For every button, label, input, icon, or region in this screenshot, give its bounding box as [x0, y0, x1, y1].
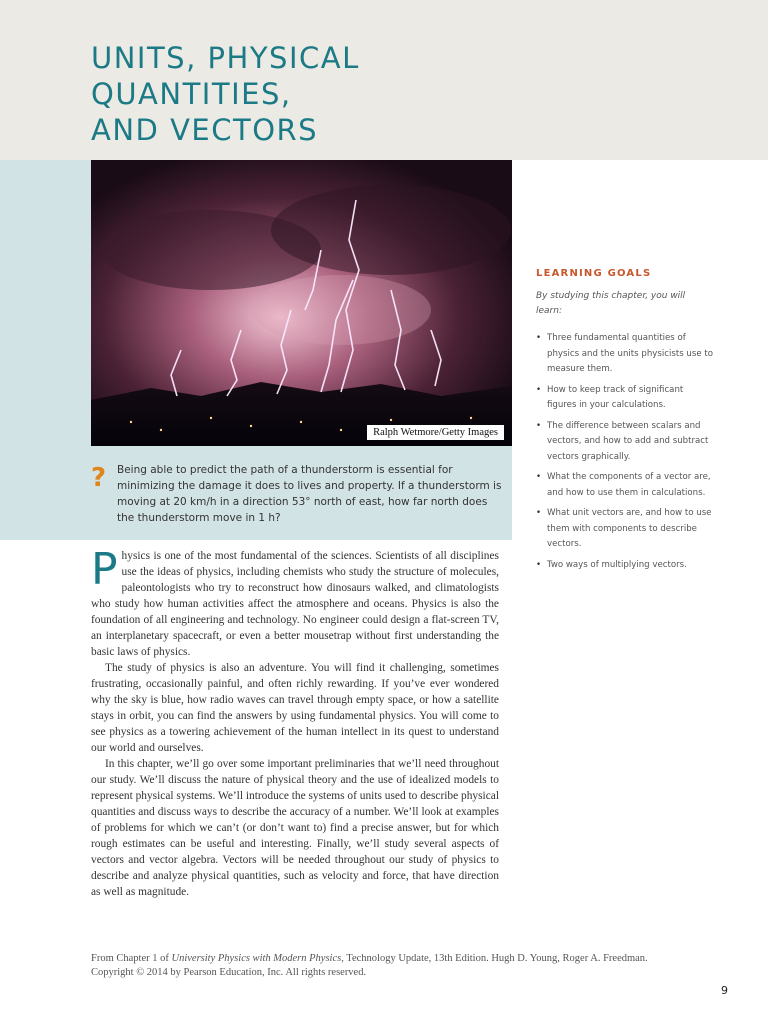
- drop-cap: P: [91, 544, 118, 595]
- source-footnote: [91, 952, 711, 980]
- learning-goal-item: • Two ways of multiplying vectors.: [536, 558, 714, 574]
- learning-goals-intro: By studying this chapter, you will learn:: [536, 291, 686, 316]
- chapter-introduction: [91, 544, 499, 900]
- learning-goal-item: • The difference between scalars and vectors, and how to add and subtract vectors graphically.: [536, 419, 714, 466]
- lightning-storm-illustration: [91, 160, 512, 446]
- footnote-suffix: , Technology Update, 13th Edition. Hugh D. Young, Roger A. Freedman.: [341, 953, 648, 964]
- chapter-title-line: UNITS, PHYSICAL: [91, 41, 360, 75]
- chapter-title-line: AND VECTORS: [91, 113, 319, 147]
- body-paragraph: The study of physics is also an adventure. You will find it challenging, sometimes frustrating, occasionally painful, and often richly rewarding. If you’ve ever wondered why the sky is blue, how radio waves can travel through empty space, or how a satellite stays in orbit, you can find the answers by using fundamental physics. You will come to see physics as a towering achievement of the human intellect in its quest to understand our world and ourselves.: [91, 662, 499, 754]
- learning-goal-item: • Three fundamental quantities of physics and the units physicists use to measure them.: [536, 331, 714, 378]
- page-number: 9: [721, 984, 728, 997]
- learning-goal-item: • What unit vectors are, and how to use them with components to describe vectors.: [536, 506, 714, 553]
- footnote-prefix: From Chapter 1 of: [91, 953, 172, 964]
- body-paragraph: [91, 544, 499, 660]
- chapter-title: [91, 40, 511, 148]
- photo-credit: Ralph Wetmore/Getty Images: [367, 425, 504, 440]
- learning-goal-item: • How to keep track of significant figures in your calculations.: [536, 383, 714, 414]
- left-accent-band: [0, 160, 91, 540]
- question-mark-icon: ?: [91, 463, 107, 493]
- footnote-copyright: Copyright © 2014 by Pearson Education, Inc. All rights reserved.: [91, 967, 367, 978]
- chapter-opening-question: Being able to predict the path of a thunderstorm is essential for minimizing the damage it does to lives and property. If a thunderstorm is moving at 20 km/h in a direction 53° north of east, how far north does the thunderstorm move in 1 h?: [117, 464, 502, 524]
- learning-goals-heading: LEARNING GOALS: [536, 268, 652, 279]
- chapter-title-line: QUANTITIES,: [91, 77, 292, 111]
- body-paragraph-text: hysics is one of the most fundamental of the sciences. Scientists of all disciplines use the ideas of physics, including chemists who study the structure of molecules, paleontologists who try to reconstruct how dinosaurs walked, and climatologists who study how human activities affect the atmosphere and oceans. Physics is also the foundation of all engineering and technology. No engineer could design a flat-screen TV, an interplanetary spacecraft, or even a better mousetrap without first understanding the basic laws of physics.: [91, 550, 499, 658]
- learning-goals-list: [536, 331, 714, 573]
- learning-goals-panel: [536, 268, 714, 578]
- lightning-storm-photo: [91, 160, 512, 446]
- body-paragraph: In this chapter, we’ll go over some important preliminaries that we’ll need throughout our study. We’ll discuss the nature of physical theory and the use of idealized models to represent physical systems. We’ll introduce the systems of units used to describe physical quantities and discuss ways to describe the accuracy of a number. We’ll look at examples of problems for which we can’t (or don’t want to) find a precise answer, but for which rough estimates can be useful and interesting. Finally, we’ll study several aspects of vectors and vector algebra. Vectors will be needed throughout our study of physics to describe and analyze physical quantities, such as velocity and force, that have direction as well as magnitude.: [91, 758, 499, 898]
- learning-goal-item: • What the components of a vector are, and how to use them in calculations.: [536, 470, 714, 501]
- footnote-book-title: University Physics with Modern Physics: [171, 953, 342, 964]
